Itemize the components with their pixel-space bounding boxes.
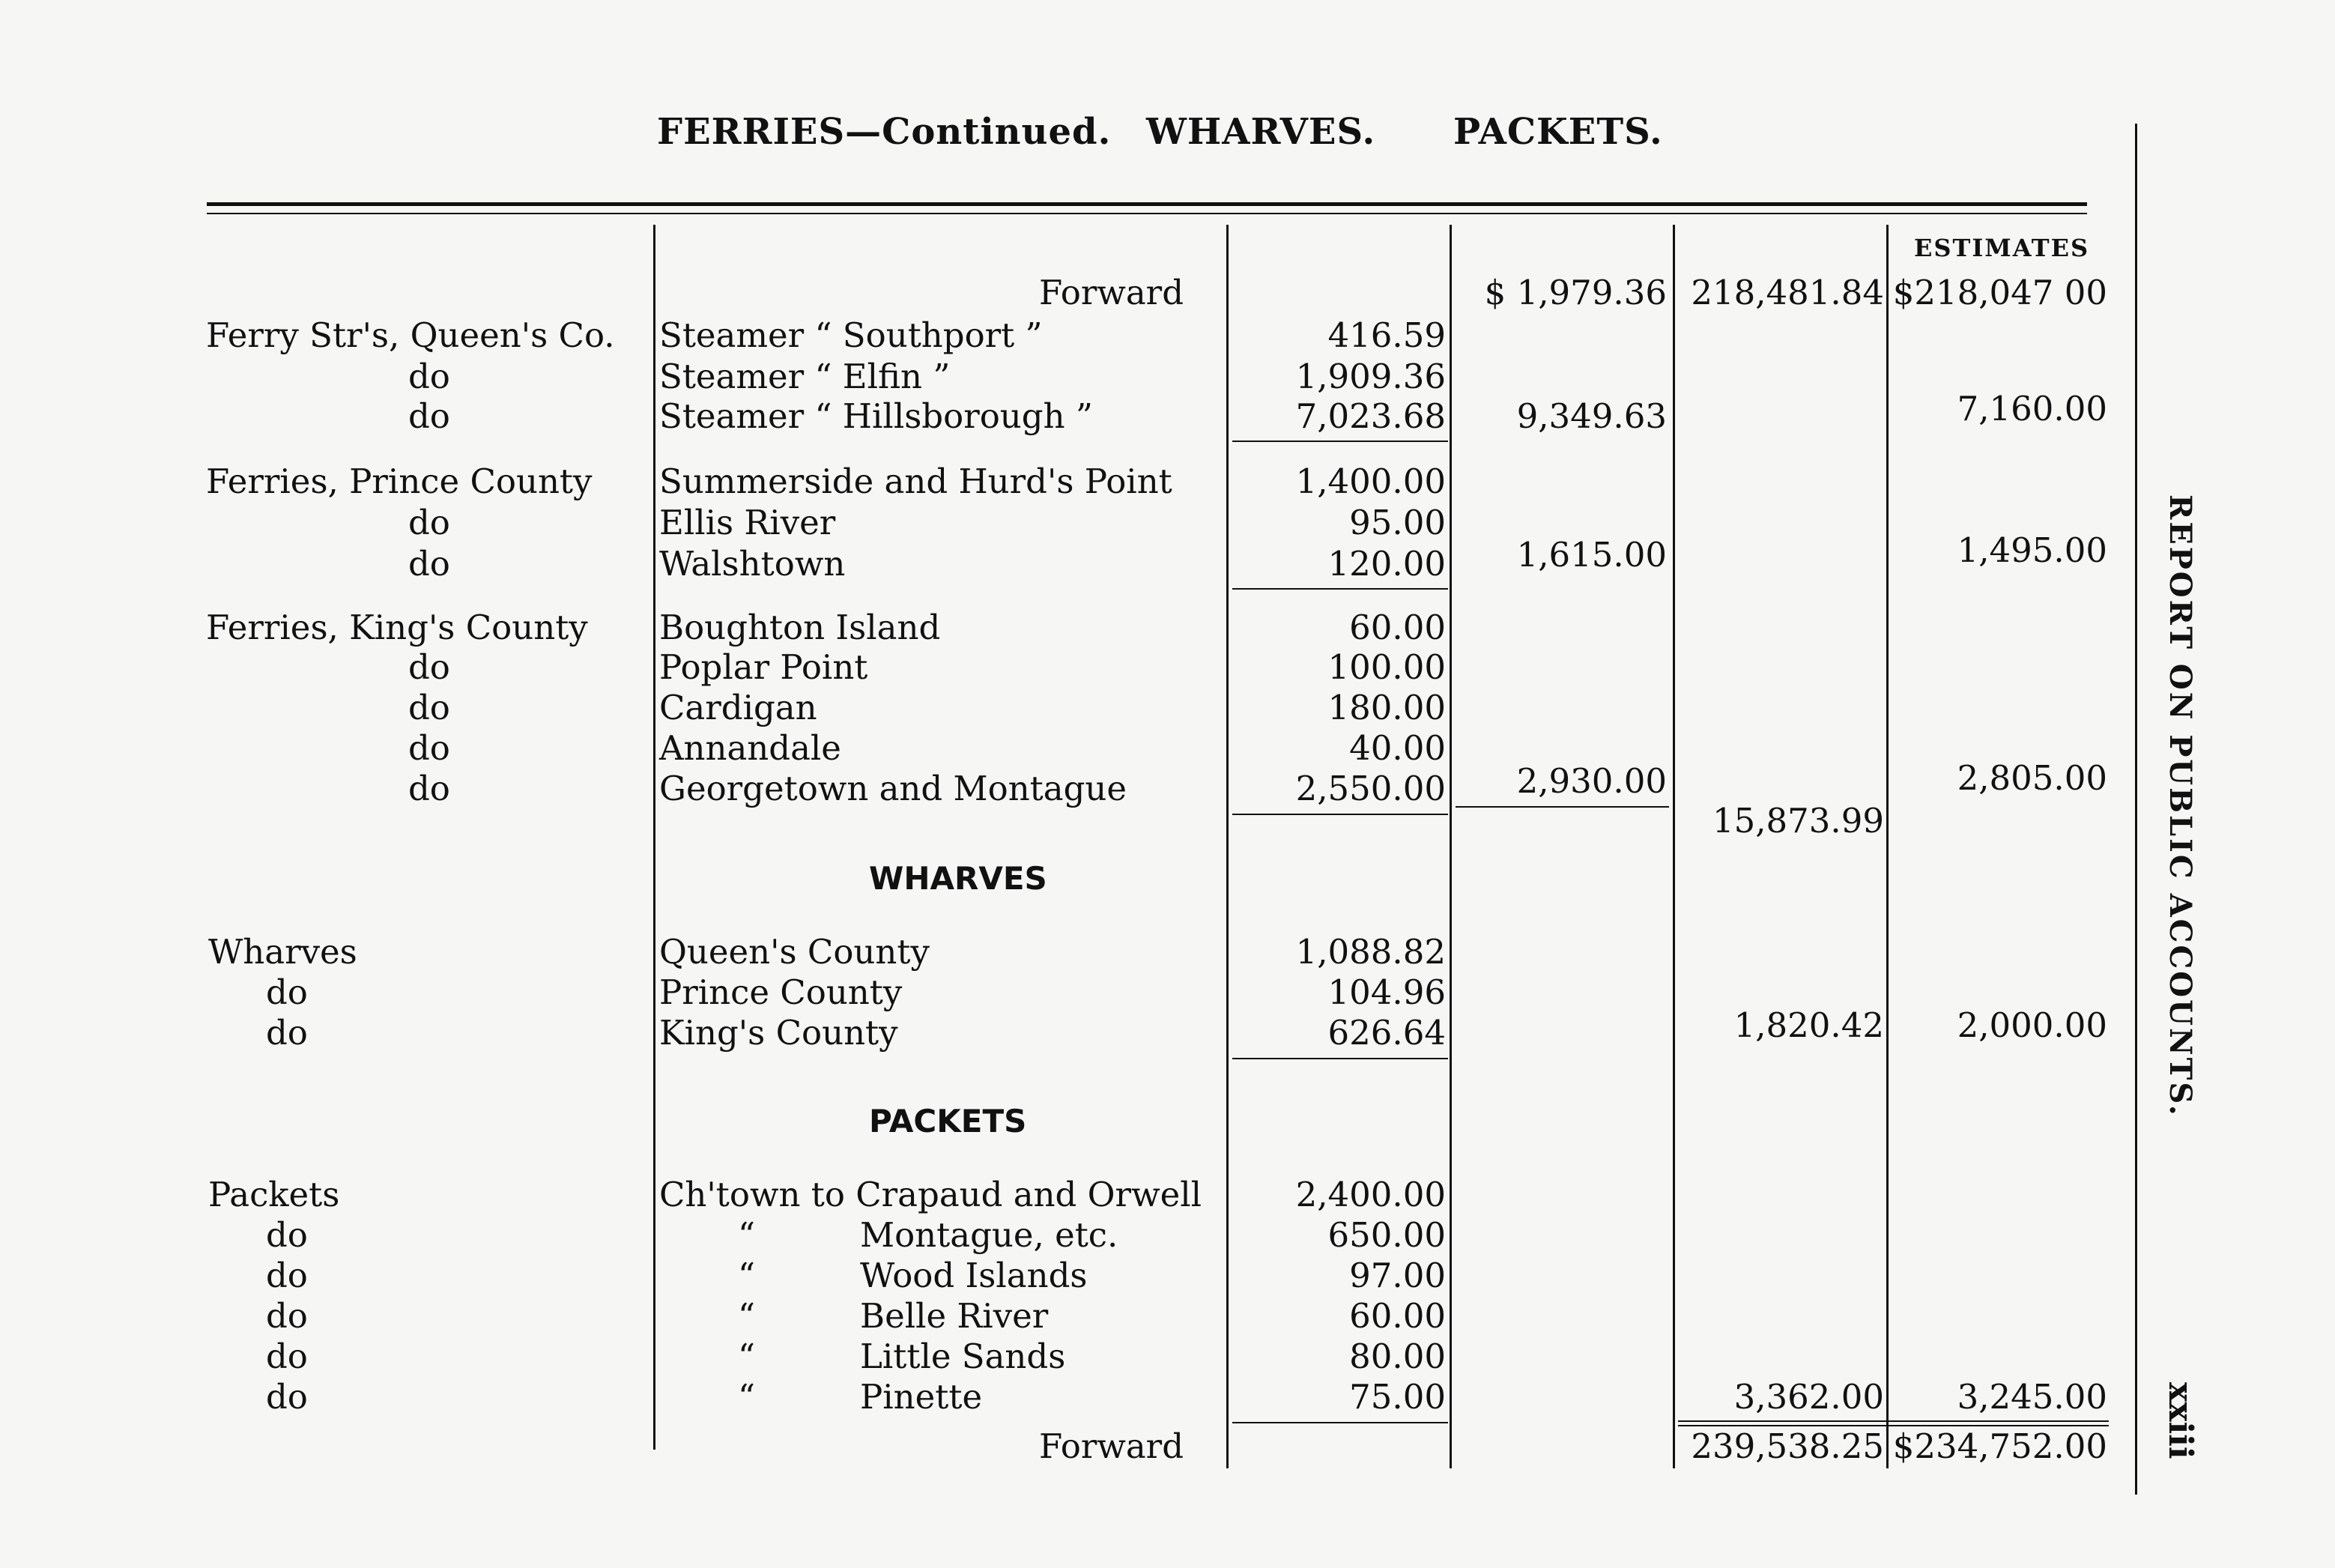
amount-cardigan: 180.00 [1327, 688, 1446, 727]
top-rule-thin [207, 213, 2087, 214]
subtotal-rule [1232, 1058, 1448, 1059]
total-packets: 3,362.00 [1733, 1377, 1884, 1417]
estimate-packets: 3,245.00 [1957, 1377, 2107, 1417]
item-packet-little-sands: Little Sands [860, 1337, 1066, 1376]
item-walshtown: Walshtown [659, 544, 846, 584]
header-ferries: FERRIES—Continued. [657, 111, 1112, 153]
amount-ellis-river: 95.00 [1349, 503, 1446, 542]
ditto-label: do [408, 647, 450, 687]
col-divider-4 [1673, 225, 1675, 1468]
ditto-label: do [266, 1337, 308, 1376]
ditto-mark: “ [738, 1215, 756, 1255]
item-packet-wood-islands: Wood Islands [860, 1256, 1088, 1295]
ditto-label: do [408, 728, 450, 768]
label-queens-ferry: Ferry Str's, Queen's Co. [206, 315, 615, 355]
amount-wharf-kings: 626.64 [1327, 1013, 1446, 1053]
item-poplar-point: Poplar Point [659, 647, 868, 687]
right-margin-rule [2135, 124, 2137, 1495]
item-wharf-queens: Queen's County [659, 932, 930, 972]
estimate-wharves: 2,000.00 [1957, 1005, 2107, 1045]
amount-wharf-queens: 1,088.82 [1295, 932, 1446, 972]
estimate-kings: 2,805.00 [1957, 758, 2107, 798]
forward-top-col4: 218,481.84 [1691, 273, 1884, 312]
total-wharves: 1,820.42 [1733, 1005, 1884, 1045]
ditto-mark: “ [738, 1296, 756, 1336]
wharves-heading: WHARVES [869, 860, 1047, 897]
amount-packet-little-sands: 80.00 [1349, 1337, 1446, 1376]
item-ellis-river: Ellis River [659, 503, 836, 542]
subtotal-rule [1456, 806, 1669, 808]
header-wharves: WHARVES. [1146, 111, 1376, 153]
item-georgetown-montague: Georgetown and Montague [659, 769, 1127, 808]
subtotal-rule [1232, 814, 1448, 815]
ditto-label: do [408, 503, 450, 542]
ditto-label: do [408, 769, 450, 808]
item-packet-montague: Montague, etc. [860, 1215, 1118, 1255]
label-kings-ferries: Ferries, King's County [206, 608, 588, 647]
total-kings: 2,930.00 [1516, 761, 1667, 801]
forward-top-col5: $218,047 00 [1892, 273, 2107, 312]
subtotal-rule [1232, 588, 1448, 590]
forward-top-col3: $ 1,979.36 [1484, 273, 1667, 312]
amount-walshtown: 120.00 [1327, 544, 1446, 584]
page-number: xxiii [2161, 1382, 2199, 1459]
ditto-label: do [408, 396, 450, 436]
ditto-label: do [266, 1296, 308, 1336]
forward-bottom-col5: $234,752.00 [1892, 1426, 2107, 1466]
item-cardigan: Cardigan [659, 688, 817, 727]
forward-top-label: Forward [1038, 273, 1184, 312]
amount-packet-crapaud-orwell: 2,400.00 [1295, 1175, 1446, 1214]
total-queens: 9,349.63 [1516, 396, 1667, 436]
item-wharf-kings: King's County [659, 1013, 898, 1053]
item-packet-belle-river: Belle River [860, 1296, 1049, 1336]
amount-southport: 416.59 [1327, 315, 1446, 355]
amount-packet-wood-islands: 97.00 [1349, 1256, 1446, 1295]
ferries-grand-total: 15,873.99 [1712, 801, 1884, 841]
ditto-label: do [266, 972, 308, 1012]
amount-annandale: 40.00 [1349, 728, 1446, 768]
ditto-label: do [408, 357, 450, 396]
ditto-label: do [266, 1013, 308, 1053]
subtotal-rule [1232, 441, 1448, 442]
ditto-label: do [266, 1377, 308, 1417]
item-southport: Steamer “ Southport ” [659, 315, 1043, 355]
amount-packet-belle-river: 60.00 [1349, 1296, 1446, 1336]
amount-hillsborough: 7,023.68 [1295, 396, 1446, 436]
item-packet-crapaud-orwell: Ch'town to Crapaud and Orwell [659, 1175, 1202, 1214]
item-elfin: Steamer “ Elfin ” [659, 357, 951, 396]
amount-poplar-point: 100.00 [1327, 647, 1446, 687]
label-packets: Packets [208, 1175, 340, 1214]
side-title: REPORT ON PUBLIC ACCOUNTS. [2163, 494, 2198, 1118]
col-divider-1 [653, 225, 655, 1450]
estimate-prince: 1,495.00 [1957, 530, 2107, 570]
forward-bottom-col4: 239,538.25 [1691, 1426, 1884, 1466]
amount-boughton-island: 60.00 [1349, 608, 1446, 647]
col-divider-2 [1226, 225, 1229, 1468]
total-rule [1678, 1420, 2109, 1422]
item-packet-pinette: Pinette [860, 1377, 983, 1417]
packets-heading: PACKETS [869, 1103, 1027, 1139]
ditto-label: do [408, 544, 450, 584]
item-boughton-island: Boughton Island [659, 608, 941, 647]
amount-packet-montague: 650.00 [1327, 1215, 1446, 1255]
estimates-label: ESTIMATES [1914, 234, 2090, 262]
total-prince: 1,615.00 [1516, 535, 1667, 575]
top-rule [207, 202, 2087, 206]
ditto-label: do [266, 1215, 308, 1255]
amount-elfin: 1,909.36 [1295, 357, 1446, 396]
label-wharves: Wharves [208, 932, 357, 972]
header-packets: PACKETS. [1453, 111, 1663, 153]
forward-bottom-label: Forward [1038, 1426, 1184, 1466]
amount-wharf-prince: 104.96 [1327, 972, 1446, 1012]
item-wharf-prince: Prince County [659, 972, 903, 1012]
ditto-mark: “ [738, 1377, 756, 1417]
ditto-mark: “ [738, 1256, 756, 1295]
ditto-mark: “ [738, 1337, 756, 1376]
subtotal-rule [1232, 1422, 1448, 1423]
amount-packet-pinette: 75.00 [1349, 1377, 1446, 1417]
ditto-label: do [408, 688, 450, 727]
estimate-queens: 7,160.00 [1957, 389, 2107, 429]
amount-summerside: 1,400.00 [1295, 461, 1446, 501]
item-hillsborough: Steamer “ Hillsborough ” [659, 396, 1093, 436]
amount-georgetown-montague: 2,550.00 [1295, 769, 1446, 808]
item-summerside: Summerside and Hurd's Point [659, 461, 1172, 501]
label-prince-ferries: Ferries, Prince County [206, 461, 593, 501]
item-annandale: Annandale [659, 728, 841, 768]
ditto-label: do [266, 1256, 308, 1295]
